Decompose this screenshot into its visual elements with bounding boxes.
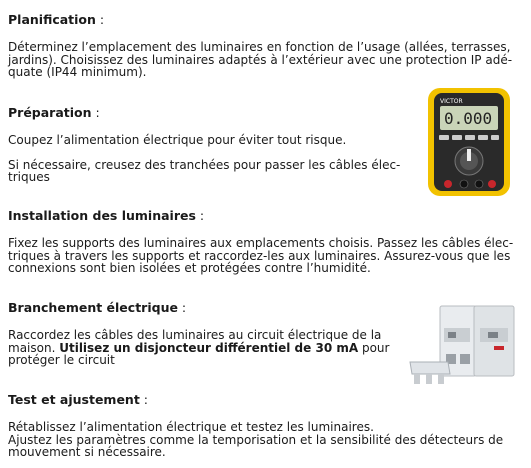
multimeter-display: 0.000 <box>444 109 493 128</box>
paragraph: Raccordez les câbles des luminaires au circuit électrique de la maison. Utilisez un disjoncteur différentiel de 30 mA pour protéger le circuit <box>8 328 390 367</box>
multimeter-image <box>424 86 514 198</box>
section-installation <box>8 208 523 275</box>
paragraph: Si nécessaire, creusez des tranchées pour passer les câbles élec- triques <box>8 157 401 184</box>
paragraph: Rétablissez l’alimentation électrique et testez les luminaires. Ajustez les paramètres comme la temporisation et la sensibilité des détecteurs de mouvement si nécessaire. <box>8 420 504 459</box>
section-heading: Préparation : <box>8 105 100 120</box>
section-heading: Branchement électrique : <box>8 300 187 315</box>
section-heading: Installation des luminaires : <box>8 208 205 223</box>
section-branchement <box>8 300 403 367</box>
paragraph: Fixez les supports des luminaires aux emplacements choisis. Passez les câbles élec- triques à travers les supports et raccordez-les aux luminaires. Assurez-vous que les connexions sont bien isolées et protégées contre l’humidité. <box>8 236 514 275</box>
section-heading: Test et ajustement : <box>8 392 148 407</box>
section-test <box>8 392 523 459</box>
differential-breaker-image <box>404 300 522 392</box>
highlight-text: Utilisez un disjoncteur différentiel de 30 mA <box>59 340 359 355</box>
paragraph: Coupez l’alimentation électrique pour éviter tout risque. <box>8 133 347 147</box>
section-heading: Planification : <box>8 12 105 27</box>
section-planification <box>8 12 523 79</box>
multimeter-brand: VICTOR <box>440 98 463 105</box>
section-preparation <box>8 105 408 184</box>
paragraph: Déterminez l’emplacement des luminaires en fonction de l’usage (allées, terrasses, jardins). Choisissez des luminaires adaptés à l’extérieur avec une protection IP adé- quate (IP44 minimum). <box>8 40 513 79</box>
